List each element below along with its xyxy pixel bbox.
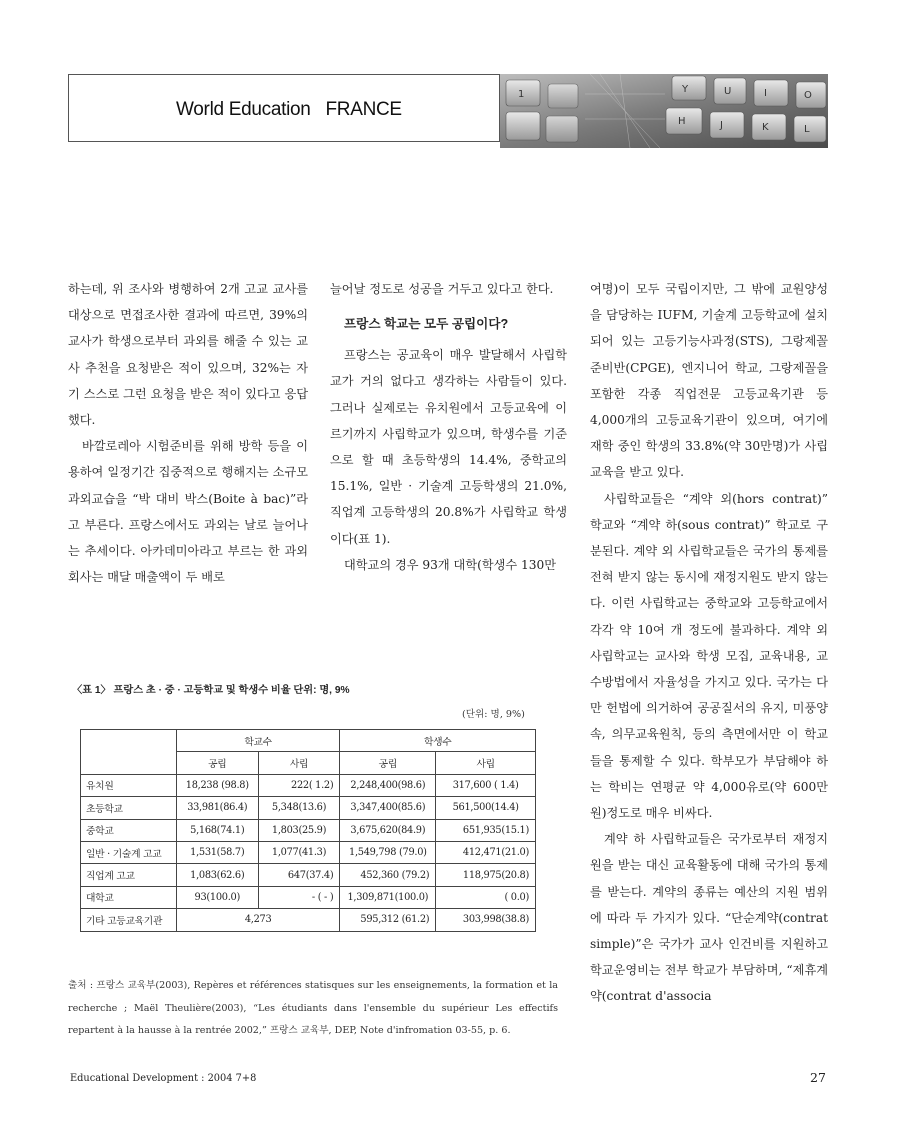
- header-title: World Education FRANCE: [176, 99, 402, 120]
- paragraph: 바깔로레아 시험준비를 위해 방학 등을 이용하여 일정기간 집중적으로 행해지는 소규모 과외교습을 “박 대비 박스(Boite à bac)”라고 부른다. 프랑스에서도 과외는 날로 늘어나는 추세이다. 아카데미아라고 부르는 한 과외회사는 매달 매출액이 두 배로: [68, 439, 308, 585]
- row-label: 유치원: [81, 774, 177, 796]
- table-source-note: 출처 : 프랑스 교육부(2003), Repères et références statisques sur les enseignements, la formation et la recherche ; Maël Theulière(2003), “Les étudiants dans l'ensemble du supérieur Les effectifs repartent à la hausse à la rentrée 2002,” 프랑스 교육부, DEP, Note d'infromation 03-55, p. 6.: [68, 980, 558, 1036]
- table-cell: 561,500(14.4): [436, 797, 536, 819]
- section-heading: 프랑스 학교는 모두 공립이다?: [344, 317, 509, 332]
- table-cell: 33,981(86.4): [176, 797, 258, 819]
- table-cell: 647(37.4): [258, 864, 340, 886]
- svg-text:J: J: [720, 120, 723, 131]
- table-header-row: [81, 730, 536, 752]
- table-cell: 1,309,871(100.0): [340, 886, 436, 908]
- table-cell-merged: 4,273: [176, 909, 340, 931]
- table-row: [81, 797, 536, 819]
- table-cell: 2,248,400(98.6): [340, 774, 436, 796]
- paragraph: 늘어날 정도로 성공을 거두고 있다고 한다.: [330, 282, 554, 296]
- text-column-3: [590, 276, 828, 1010]
- table-cell: 3,347,400(85.6): [340, 797, 436, 819]
- table-cell: 118,975(20.8): [436, 864, 536, 886]
- table-group-header: 학생수: [340, 730, 536, 752]
- table-cell: 3,675,620(84.9): [340, 819, 436, 841]
- table-row: [81, 774, 536, 796]
- table-row: [81, 819, 536, 841]
- row-label: 초등학교: [81, 797, 177, 819]
- svg-text:L: L: [804, 124, 810, 135]
- svg-text:U: U: [724, 86, 732, 97]
- table-cell: 412,471(21.0): [436, 841, 536, 863]
- table-group-header: 학교수: [176, 730, 340, 752]
- header-keyboard-image: [500, 74, 828, 148]
- table-cell: - ( - ): [258, 886, 340, 908]
- table-cell: 651,935(15.1): [436, 819, 536, 841]
- paragraph: 하는데, 위 조사와 병행하여 2개 고교 교사를 대상으로 면접조사한 결과에 따르면, 39%의 교사가 학생으로부터 과외를 해줄 수 있는 교사 추천을 요청받은 적이 있으며, 32%는 자기 스스로 그런 요청을 받은 적이 있다고 응답했다.: [68, 282, 308, 428]
- svg-text:H: H: [678, 116, 686, 127]
- table-row: [81, 864, 536, 886]
- paragraph: 계약 하 사립학교들은 국가로부터 재정지원을 받는 대신 교육활동에 대해 국가의 통제를 받는다. 계약의 종류는 예산의 지원 범위에 따라 두 가지가 있다. “단순계약(contrat simple)”은 국가가 교사 인건비를 지원하고 학교운영비는 전부 학교가 부담하며, “제휴계약(contrat d'associa: [590, 832, 828, 1004]
- table-row: [81, 909, 536, 931]
- table-cell: 93(100.0): [176, 886, 258, 908]
- text-column-2: [330, 276, 567, 578]
- row-label: 중학교: [81, 819, 177, 841]
- table-cell: 1,077(41.3): [258, 841, 340, 863]
- footer-publication: Educational Development : 2004 7+8: [70, 1073, 257, 1084]
- table-column-header: 사립: [436, 752, 536, 774]
- row-label: 대학교: [81, 886, 177, 908]
- table-cell: 18,238 (98.8): [176, 774, 258, 796]
- table-cell: 5,168(74.1): [176, 819, 258, 841]
- svg-text:O: O: [804, 90, 812, 101]
- table-row: [81, 886, 536, 908]
- paragraph: 프랑스는 공교육이 매우 발달해서 사립학교가 거의 없다고 생각하는 사람들이 있다. 그러나 실제로는 유치원에서 고등교육에 이르기까지 사립학교가 있으며, 학생수를 기준으로 할 때 초등학생의 14.4%, 중학교의 15.1%, 일반 · 기술계 고등학생의 21.0%, 직업계 고등학생의 20.8%가 사립학교 학생이다(표 1).: [330, 348, 567, 546]
- text-column-1: [68, 276, 308, 590]
- row-label: 기타 고등교육기관: [81, 909, 177, 931]
- row-label: 직업계 고교: [81, 864, 177, 886]
- table-cell: 1,549,798 (79.0): [340, 841, 436, 863]
- page-number: 27: [810, 1070, 826, 1085]
- table-cell: 303,998(38.8): [436, 909, 536, 931]
- table-row: [81, 841, 536, 863]
- table-column-header: 공립: [176, 752, 258, 774]
- row-label: 일반 · 기술계 고교: [81, 841, 177, 863]
- svg-text:1: 1: [518, 89, 525, 100]
- table-unit-note: (단위: 명, 9%): [462, 709, 525, 720]
- table-cell: 595,312 (61.2): [340, 909, 436, 931]
- table-cell: ( 0.0): [436, 886, 536, 908]
- school-statistics-table: [80, 729, 536, 932]
- table-cell: 222( 1.2): [258, 774, 340, 796]
- table-column-header: 공립: [340, 752, 436, 774]
- table-cell: 1,803(25.9): [258, 819, 340, 841]
- svg-text:K: K: [762, 122, 769, 133]
- table-caption: 〈표 1〉 프랑스 초 · 중 · 고등학교 및 학생수 비율 단위: 명, 9%: [72, 685, 350, 696]
- paragraph: 사립학교들은 “계약 외(hors contrat)” 학교와 “계약 하(sous contrat)” 학교로 구분된다. 계약 외 사립학교들은 국가의 통제를 전혀 받지 않는 동시에 재정지원도 받지 않는다. 이런 사립학교는 중학교와 고등학교에서 각각 약 10여 개 정도에 불과하다. 계약 외 사립학교는 교사와 학생 모집, 교육내용, 교수방법에서 자율성을 가지고 있다. 국가는 다만 헌법에 의거하여 공공질서의 유지, 미풍양속, 의무교육원칙, 등의 측면에서만 이 학교들을 통제할 수 있다. 학부모가 부담해야 하는 학비는 연평균 약 4,000유로(약 600만원)정도로 매우 비싸다.: [590, 491, 828, 821]
- paragraph: 대학교의 경우 93개 대학(학생수 130만: [344, 557, 557, 572]
- table-cell: 1,083(62.6): [176, 864, 258, 886]
- table-cell: 5,348(13.6): [258, 797, 340, 819]
- paragraph: 여명)이 모두 국립이지만, 그 밖에 교원양성을 담당하는 IUFM, 기술계 고등학교에 설치되어 있는 고등기능사과정(STS), 그랑제꼴 준비반(CPGE), 엔지니어 학교, 그랑제꼴을 포함한 각종 직업전문 고등교육기관 등 4,000개의 고등교육기관이 있으며, 여기에 재학 중인 학생의 33.8%(약 30만명)가 사립교육을 받고 있다.: [590, 282, 828, 480]
- svg-text:I: I: [764, 88, 767, 99]
- table-cell: 317,600 ( 1.4): [436, 774, 536, 796]
- table-column-header: 사립: [258, 752, 340, 774]
- table-cell: 452,360 (79.2): [340, 864, 436, 886]
- svg-text:Y: Y: [682, 84, 689, 95]
- table-cell: 1,531(58.7): [176, 841, 258, 863]
- table-corner-cell: [81, 730, 177, 775]
- header-title-box: [68, 74, 500, 142]
